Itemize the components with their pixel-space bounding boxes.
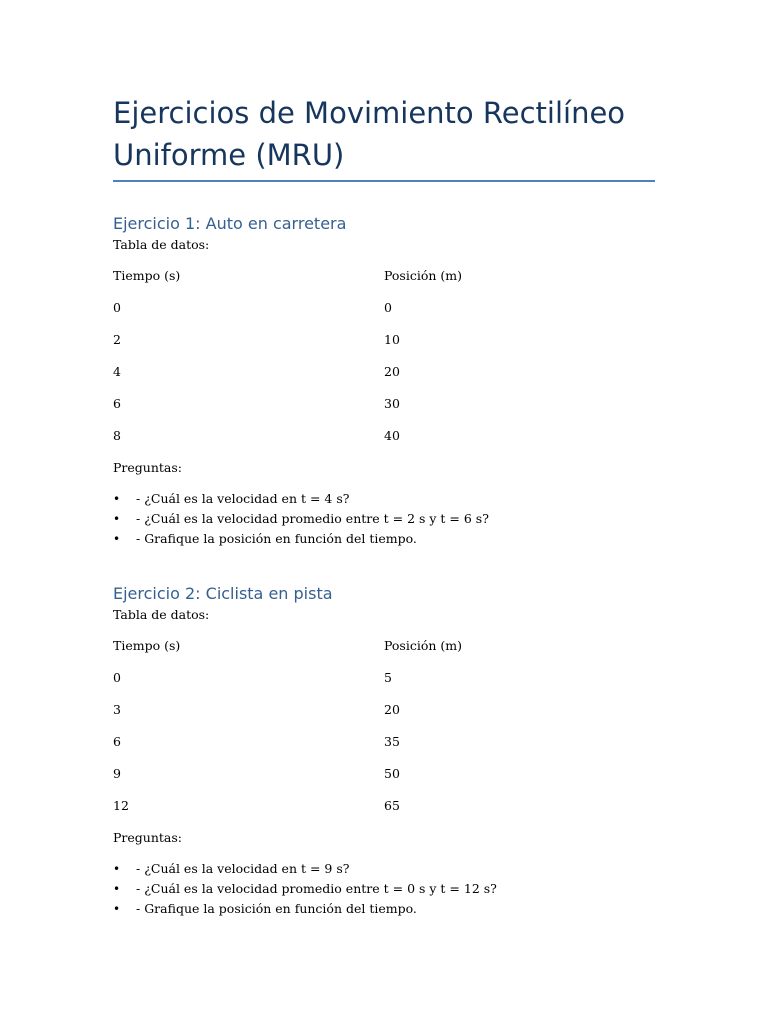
cell-time: 9 bbox=[113, 766, 121, 781]
table-row bbox=[113, 331, 673, 363]
cell-position: 50 bbox=[384, 766, 400, 781]
cell-position: 30 bbox=[384, 396, 400, 411]
document-title: Ejercicios de Movimiento Rectilíneo Uniforme (MRU) bbox=[113, 96, 626, 172]
questions-list bbox=[113, 860, 497, 920]
data-table bbox=[113, 637, 673, 829]
column-header-time: Tiempo (s) bbox=[113, 268, 181, 283]
questions-label: Preguntas: bbox=[113, 830, 182, 845]
question-text: - ¿Cuál es la velocidad en t = 4 s? bbox=[136, 491, 350, 506]
cell-position: 10 bbox=[384, 332, 400, 347]
cell-position: 20 bbox=[384, 364, 400, 379]
column-header-position: Posición (m) bbox=[384, 638, 462, 653]
column-header-position: Posición (m) bbox=[384, 268, 462, 283]
table-row bbox=[113, 363, 673, 395]
cell-position: 35 bbox=[384, 734, 400, 749]
cell-time: 3 bbox=[113, 702, 121, 717]
cell-time: 12 bbox=[113, 798, 129, 813]
cell-position: 0 bbox=[384, 300, 392, 315]
bullet-icon: • bbox=[113, 862, 121, 876]
bullet-icon: • bbox=[113, 512, 121, 526]
table-label: Tabla de datos: bbox=[113, 237, 210, 252]
cell-time: 2 bbox=[113, 332, 121, 347]
table-row bbox=[113, 299, 673, 331]
table-row bbox=[113, 765, 673, 797]
table-header-row bbox=[113, 267, 673, 299]
question-text: - Grafique la posición en función del tiempo. bbox=[136, 531, 417, 546]
cell-time: 0 bbox=[113, 670, 121, 685]
list-item bbox=[113, 530, 489, 550]
bullet-icon: • bbox=[113, 882, 121, 896]
question-text: - ¿Cuál es la velocidad promedio entre t = 2 s y t = 6 s? bbox=[136, 511, 489, 526]
table-row bbox=[113, 669, 673, 701]
cell-position: 5 bbox=[384, 670, 392, 685]
table-label: Tabla de datos: bbox=[113, 607, 210, 622]
column-header-time: Tiempo (s) bbox=[113, 638, 181, 653]
cell-time: 6 bbox=[113, 396, 121, 411]
table-header-row bbox=[113, 637, 673, 669]
cell-time: 0 bbox=[113, 300, 121, 315]
question-text: - ¿Cuál es la velocidad promedio entre t = 0 s y t = 12 s? bbox=[136, 881, 497, 896]
exercise-heading: Ejercicio 2: Ciclista en pista bbox=[113, 584, 333, 603]
question-text: - Grafique la posición en función del tiempo. bbox=[136, 901, 417, 916]
cell-position: 40 bbox=[384, 428, 400, 443]
bullet-icon: • bbox=[113, 492, 121, 506]
list-item bbox=[113, 900, 497, 920]
list-item bbox=[113, 860, 497, 880]
table-row bbox=[113, 395, 673, 427]
data-table bbox=[113, 267, 673, 459]
cell-time: 4 bbox=[113, 364, 121, 379]
table-row bbox=[113, 701, 673, 733]
questions-list bbox=[113, 490, 489, 550]
cell-position: 20 bbox=[384, 702, 400, 717]
cell-position: 65 bbox=[384, 798, 400, 813]
title-underline bbox=[113, 180, 655, 182]
exercise-heading: Ejercicio 1: Auto en carretera bbox=[113, 214, 347, 233]
bullet-icon: • bbox=[113, 902, 121, 916]
list-item bbox=[113, 490, 489, 510]
questions-label: Preguntas: bbox=[113, 460, 182, 475]
cell-time: 8 bbox=[113, 428, 121, 443]
list-item bbox=[113, 510, 489, 530]
table-row bbox=[113, 797, 673, 829]
bullet-icon: • bbox=[113, 532, 121, 546]
table-row bbox=[113, 733, 673, 765]
cell-time: 6 bbox=[113, 734, 121, 749]
table-row bbox=[113, 427, 673, 459]
question-text: - ¿Cuál es la velocidad en t = 9 s? bbox=[136, 861, 350, 876]
list-item bbox=[113, 880, 497, 900]
